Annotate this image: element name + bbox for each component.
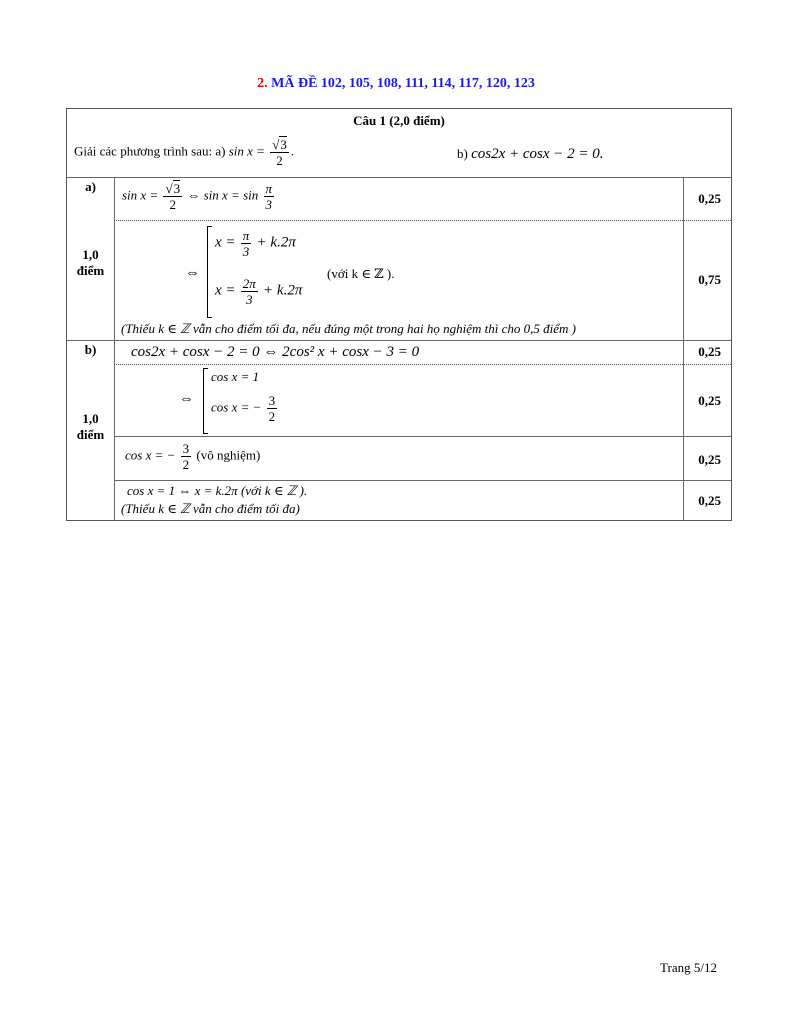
part-a-score-1: 0,25 — [698, 191, 721, 206]
eq-a-fraction: $\frac{√3}{2}$ — [272, 137, 287, 168]
solution-bracket — [207, 226, 212, 318]
case-2 — [211, 393, 279, 424]
part-a-label: a) — [85, 179, 96, 194]
part-b-score-4: 0,25 — [698, 493, 721, 508]
solution-2 — [215, 276, 302, 307]
c2-den: 2 — [268, 409, 276, 424]
part-b-step3 — [125, 441, 260, 472]
answer-table — [66, 108, 732, 521]
s1-tail: + k.2π — [256, 234, 296, 251]
s2-num: 2π — [242, 276, 256, 291]
exam-codes: MÃ ĐỀ 102, 105, 108, 111, 114, 117, 120, 123 — [271, 76, 535, 91]
s1-fraction — [241, 228, 252, 259]
question-title: Câu 1 (2,0 điểm) — [353, 113, 445, 128]
s2-fraction — [241, 276, 258, 307]
eq-b-expr: cos2x + cosx − 2 = 0. — [471, 146, 604, 162]
page-number: Trang 5/12 — [660, 960, 717, 975]
a1-pi-fraction — [264, 181, 275, 212]
s1-num: π — [242, 228, 250, 243]
a1-pnum: π — [265, 181, 273, 196]
eq-b-label: b) — [457, 146, 468, 161]
a1-num: 3 — [173, 181, 181, 196]
b3-den: 2 — [182, 457, 190, 472]
c2-lhs: cos x = − — [211, 399, 262, 415]
case-1: cos x = 1 — [211, 369, 260, 384]
part-b-equiv: ⇔ — [179, 391, 194, 407]
solution-condition: (với k ∈ ℤ ). — [327, 266, 395, 281]
c2-fraction — [267, 393, 278, 424]
b3-tail: (vô nghiệm) — [196, 447, 261, 463]
part-b-step1: cos2x + cosx − 2 = 0 ⇔ 2cos² x + cosx − 3 = 0 — [131, 344, 420, 360]
solution-1 — [215, 228, 296, 259]
prompt-intro: Giải các phương trình sau: a) — [74, 143, 226, 159]
a1-pden: 3 — [265, 197, 272, 212]
eq-a-lhs: sin x = — [228, 143, 265, 159]
part-a-score-2: 0,75 — [698, 272, 721, 287]
part-b-note: (Thiếu k ∈ ℤ vẫn cho điểm tối đa) — [121, 501, 300, 516]
part-b-score-1: 0,25 — [698, 344, 721, 359]
part-a-note: (Thiếu k ∈ ℤ vẫn cho điểm tối đa, nếu đúng một trong hai họ nghiệm thì cho 0,5 điểm ) — [121, 321, 576, 336]
c2-num: 3 — [268, 393, 276, 408]
b3-lhs: cos x = − — [125, 447, 176, 463]
a1-mid: ⇔ sin x = sin — [187, 187, 259, 203]
a1-lhs: sin x = — [122, 187, 159, 203]
part-b-points: 1,0 điểm — [76, 411, 105, 442]
a1-den: 2 — [169, 197, 177, 212]
s2-den: 3 — [246, 292, 253, 307]
part-a-step1 — [122, 181, 276, 212]
s1-lhs: x = — [215, 234, 236, 251]
s2-lhs: x = — [215, 282, 236, 299]
s2-tail: + k.2π — [263, 282, 303, 299]
b3-fraction — [181, 441, 192, 472]
case-bracket — [203, 368, 208, 434]
section-heading — [0, 76, 792, 92]
part-a-equiv: ⇔ — [185, 265, 200, 281]
part-a-points: 1,0 điểm — [76, 247, 105, 278]
eq-a-end: . — [290, 143, 295, 159]
question-prompt — [74, 137, 294, 168]
part-b-step4: cos x = 1 ⇔ x = k.2π (với k ∈ ℤ ). — [127, 483, 308, 498]
part-b-label: b) — [84, 342, 97, 357]
question-part-b — [457, 146, 604, 163]
eq-a-den: 2 — [276, 153, 283, 168]
section-number: 2. — [257, 76, 268, 91]
eq-a-num: 3 — [280, 137, 287, 152]
part-b-score-2: 0,25 — [698, 393, 721, 408]
a1-fraction: $\frac{√3}{2}$ — [165, 181, 181, 212]
s1-den: 3 — [242, 244, 250, 259]
part-b-score-3: 0,25 — [698, 452, 721, 467]
b3-num: 3 — [182, 441, 190, 456]
